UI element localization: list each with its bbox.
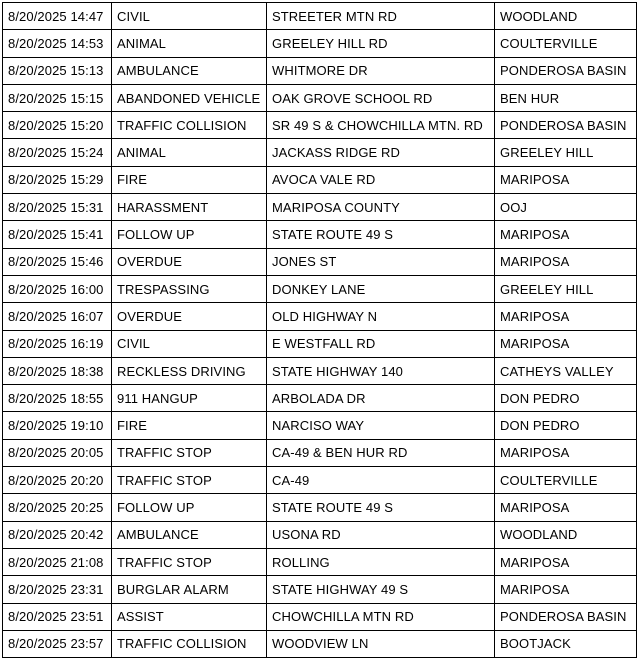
cell-datetime: 8/20/2025 19:10 bbox=[3, 412, 112, 439]
cell-area: MARIPOSA bbox=[495, 439, 637, 466]
cell-location: JACKASS RIDGE RD bbox=[267, 139, 495, 166]
cell-datetime: 8/20/2025 15:41 bbox=[3, 221, 112, 248]
cell-location: WHITMORE DR bbox=[267, 57, 495, 84]
cell-area: OOJ bbox=[495, 194, 637, 221]
cell-datetime: 8/20/2025 16:07 bbox=[3, 303, 112, 330]
table-row bbox=[3, 275, 637, 302]
cell-datetime: 8/20/2025 23:51 bbox=[3, 603, 112, 630]
cell-location: OLD HIGHWAY N bbox=[267, 303, 495, 330]
cell-location: AVOCA VALE RD bbox=[267, 166, 495, 193]
cell-incident-type: OVERDUE bbox=[112, 303, 267, 330]
cell-location: USONA RD bbox=[267, 521, 495, 548]
cell-area: GREELEY HILL bbox=[495, 139, 637, 166]
cell-incident-type: TRAFFIC STOP bbox=[112, 548, 267, 575]
cell-area: MARIPOSA bbox=[495, 166, 637, 193]
table-row bbox=[3, 84, 637, 111]
cell-datetime: 8/20/2025 15:31 bbox=[3, 194, 112, 221]
cell-datetime: 8/20/2025 15:20 bbox=[3, 112, 112, 139]
cell-area: DON PEDRO bbox=[495, 385, 637, 412]
table-row bbox=[3, 194, 637, 221]
cell-area: MARIPOSA bbox=[495, 303, 637, 330]
cell-incident-type: ANIMAL bbox=[112, 139, 267, 166]
cell-incident-type: TRAFFIC COLLISION bbox=[112, 112, 267, 139]
cell-incident-type: AMBULANCE bbox=[112, 521, 267, 548]
cell-location: STATE HIGHWAY 140 bbox=[267, 357, 495, 384]
cell-location: ARBOLADA DR bbox=[267, 385, 495, 412]
cell-location: STATE ROUTE 49 S bbox=[267, 221, 495, 248]
table-row bbox=[3, 603, 637, 630]
cell-area: MARIPOSA bbox=[495, 548, 637, 575]
cell-incident-type: HARASSMENT bbox=[112, 194, 267, 221]
cell-datetime: 8/20/2025 14:47 bbox=[3, 3, 112, 30]
cell-datetime: 8/20/2025 20:42 bbox=[3, 521, 112, 548]
cell-incident-type: BURGLAR ALARM bbox=[112, 576, 267, 603]
table-row bbox=[3, 248, 637, 275]
cell-area: GREELEY HILL bbox=[495, 275, 637, 302]
table-row bbox=[3, 30, 637, 57]
cell-incident-type: ABANDONED VEHICLE bbox=[112, 84, 267, 111]
cell-area: MARIPOSA bbox=[495, 248, 637, 275]
cell-datetime: 8/20/2025 15:15 bbox=[3, 84, 112, 111]
table-row bbox=[3, 576, 637, 603]
cell-incident-type: 911 HANGUP bbox=[112, 385, 267, 412]
table-row bbox=[3, 139, 637, 166]
table-row bbox=[3, 221, 637, 248]
table-row bbox=[3, 494, 637, 521]
cell-incident-type: ANIMAL bbox=[112, 30, 267, 57]
table-row bbox=[3, 439, 637, 466]
table-row bbox=[3, 357, 637, 384]
cell-area: CATHEYS VALLEY bbox=[495, 357, 637, 384]
table-row bbox=[3, 303, 637, 330]
cell-datetime: 8/20/2025 23:31 bbox=[3, 576, 112, 603]
cell-location: STATE ROUTE 49 S bbox=[267, 494, 495, 521]
cell-location: MARIPOSA COUNTY bbox=[267, 194, 495, 221]
cell-datetime: 8/20/2025 21:08 bbox=[3, 548, 112, 575]
incident-rows bbox=[3, 3, 637, 658]
cell-incident-type: FOLLOW UP bbox=[112, 494, 267, 521]
cell-location: ROLLING bbox=[267, 548, 495, 575]
cell-incident-type: CIVIL bbox=[112, 3, 267, 30]
cell-incident-type: FIRE bbox=[112, 166, 267, 193]
table-row bbox=[3, 112, 637, 139]
cell-datetime: 8/20/2025 23:57 bbox=[3, 630, 112, 657]
table-row bbox=[3, 467, 637, 494]
cell-datetime: 8/20/2025 16:00 bbox=[3, 275, 112, 302]
cell-area: MARIPOSA bbox=[495, 221, 637, 248]
cell-area: MARIPOSA bbox=[495, 576, 637, 603]
cell-area: BOOTJACK bbox=[495, 630, 637, 657]
cell-incident-type: FOLLOW UP bbox=[112, 221, 267, 248]
cell-area: PONDEROSA BASIN bbox=[495, 57, 637, 84]
cell-incident-type: AMBULANCE bbox=[112, 57, 267, 84]
cell-location: CA-49 bbox=[267, 467, 495, 494]
table-row bbox=[3, 521, 637, 548]
cell-area: BEN HUR bbox=[495, 84, 637, 111]
cell-datetime: 8/20/2025 15:29 bbox=[3, 166, 112, 193]
cell-datetime: 8/20/2025 15:24 bbox=[3, 139, 112, 166]
cell-datetime: 8/20/2025 18:38 bbox=[3, 357, 112, 384]
cell-datetime: 8/20/2025 20:25 bbox=[3, 494, 112, 521]
cell-datetime: 8/20/2025 15:13 bbox=[3, 57, 112, 84]
table-row bbox=[3, 166, 637, 193]
cell-location: OAK GROVE SCHOOL RD bbox=[267, 84, 495, 111]
cell-datetime: 8/20/2025 20:05 bbox=[3, 439, 112, 466]
cell-location: CHOWCHILLA MTN RD bbox=[267, 603, 495, 630]
cell-location: JONES ST bbox=[267, 248, 495, 275]
table-row bbox=[3, 548, 637, 575]
cell-location: STATE HIGHWAY 49 S bbox=[267, 576, 495, 603]
cell-location: E WESTFALL RD bbox=[267, 330, 495, 357]
cell-area: MARIPOSA bbox=[495, 494, 637, 521]
cell-location: SR 49 S & CHOWCHILLA MTN. RD bbox=[267, 112, 495, 139]
cell-location: STREETER MTN RD bbox=[267, 3, 495, 30]
cell-location: CA-49 & BEN HUR RD bbox=[267, 439, 495, 466]
cell-incident-type: CIVIL bbox=[112, 330, 267, 357]
cell-incident-type: TRAFFIC STOP bbox=[112, 467, 267, 494]
cell-location: WOODVIEW LN bbox=[267, 630, 495, 657]
table-row bbox=[3, 385, 637, 412]
incident-log bbox=[2, 2, 636, 658]
cell-incident-type: TRESPASSING bbox=[112, 275, 267, 302]
cell-incident-type: ASSIST bbox=[112, 603, 267, 630]
cell-area: PONDEROSA BASIN bbox=[495, 603, 637, 630]
cell-area: WOODLAND bbox=[495, 3, 637, 30]
incident-table bbox=[2, 2, 637, 658]
cell-location: NARCISO WAY bbox=[267, 412, 495, 439]
table-row bbox=[3, 3, 637, 30]
cell-location: GREELEY HILL RD bbox=[267, 30, 495, 57]
table-row bbox=[3, 412, 637, 439]
cell-incident-type: TRAFFIC COLLISION bbox=[112, 630, 267, 657]
cell-datetime: 8/20/2025 15:46 bbox=[3, 248, 112, 275]
cell-area: COULTERVILLE bbox=[495, 30, 637, 57]
cell-datetime: 8/20/2025 14:53 bbox=[3, 30, 112, 57]
cell-area: WOODLAND bbox=[495, 521, 637, 548]
cell-incident-type: RECKLESS DRIVING bbox=[112, 357, 267, 384]
cell-datetime: 8/20/2025 20:20 bbox=[3, 467, 112, 494]
cell-incident-type: TRAFFIC STOP bbox=[112, 439, 267, 466]
cell-area: COULTERVILLE bbox=[495, 467, 637, 494]
cell-location: DONKEY LANE bbox=[267, 275, 495, 302]
cell-datetime: 8/20/2025 18:55 bbox=[3, 385, 112, 412]
table-row bbox=[3, 57, 637, 84]
table-row bbox=[3, 630, 637, 657]
cell-area: PONDEROSA BASIN bbox=[495, 112, 637, 139]
cell-incident-type: OVERDUE bbox=[112, 248, 267, 275]
cell-area: MARIPOSA bbox=[495, 330, 637, 357]
cell-incident-type: FIRE bbox=[112, 412, 267, 439]
cell-datetime: 8/20/2025 16:19 bbox=[3, 330, 112, 357]
cell-area: DON PEDRO bbox=[495, 412, 637, 439]
table-row bbox=[3, 330, 637, 357]
